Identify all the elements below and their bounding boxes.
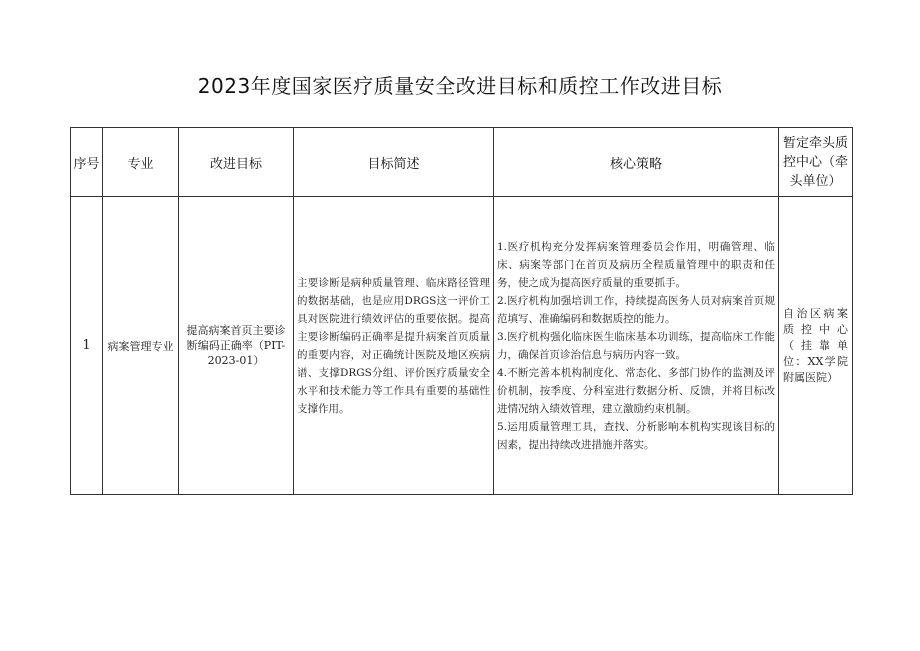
strategy-item: 1.医疗机构充分发挥病案管理委员会作用，明确管理、临床、病案等部门在首页及病历全程质量管理中的职责和任务，使之成为提高医疗质量的重要抓手。 [497, 240, 775, 289]
row-strategies [494, 197, 779, 495]
header-goal: 改进目标 [179, 128, 294, 197]
table-row [71, 197, 853, 495]
improvement-goals-table [70, 127, 853, 495]
table-header-row [71, 128, 853, 197]
row-lead-unit: 自治区病案质控中心（挂靠单位：XX学院附属医院） [779, 197, 853, 495]
header-description: 目标简述 [294, 128, 494, 197]
strategy-item: 5.运用质量管理工具，查找、分析影响本机构实现该目标的因素，提出持续改进措施并落实。 [497, 420, 775, 451]
strategy-item: 2.医疗机构加强培训工作，持续提高医务人员对病案首页规范填写、准确编码和数据质控的能力。 [497, 294, 775, 325]
header-major: 专业 [103, 128, 179, 197]
header-index: 序号 [71, 128, 103, 197]
row-index: 1 [71, 197, 103, 495]
row-goal: 提高病案首页主要诊断编码正确率（PIT-2023-01） [179, 197, 294, 495]
strategy-item: 4.不断完善本机构制度化、常态化、多部门协作的监测及评价机制，按季度、分科室进行数据分析、反馈，并将目标改进情况纳入绩效管理，建立激励约束机制。 [497, 366, 775, 415]
row-major: 病案管理专业 [103, 197, 179, 495]
header-strategy: 核心策略 [494, 128, 779, 197]
header-lead-unit: 暂定牵头质控中心（牵头单位） [779, 128, 853, 197]
strategy-item: 3.医疗机构强化临床医生临床基本功训练，提高临床工作能力，确保首页诊治信息与病历内容一致。 [497, 330, 775, 361]
row-description: 主要诊断是病种质量管理、临床路径管理的数据基础，也是应用DRGS这一评价工具对医院进行绩效评估的重要依据。提高主要诊断编码正确率是提升病案首页质量的重要内容，对正确统计医院及地区疾病谱、支撑DRGS分组、评价医疗质量安全水平和技术能力等工作具有重要的基础性支撑作用。 [294, 197, 494, 495]
document-title: 2023年度国家医疗质量安全改进目标和质控工作改进目标 [197, 74, 723, 98]
